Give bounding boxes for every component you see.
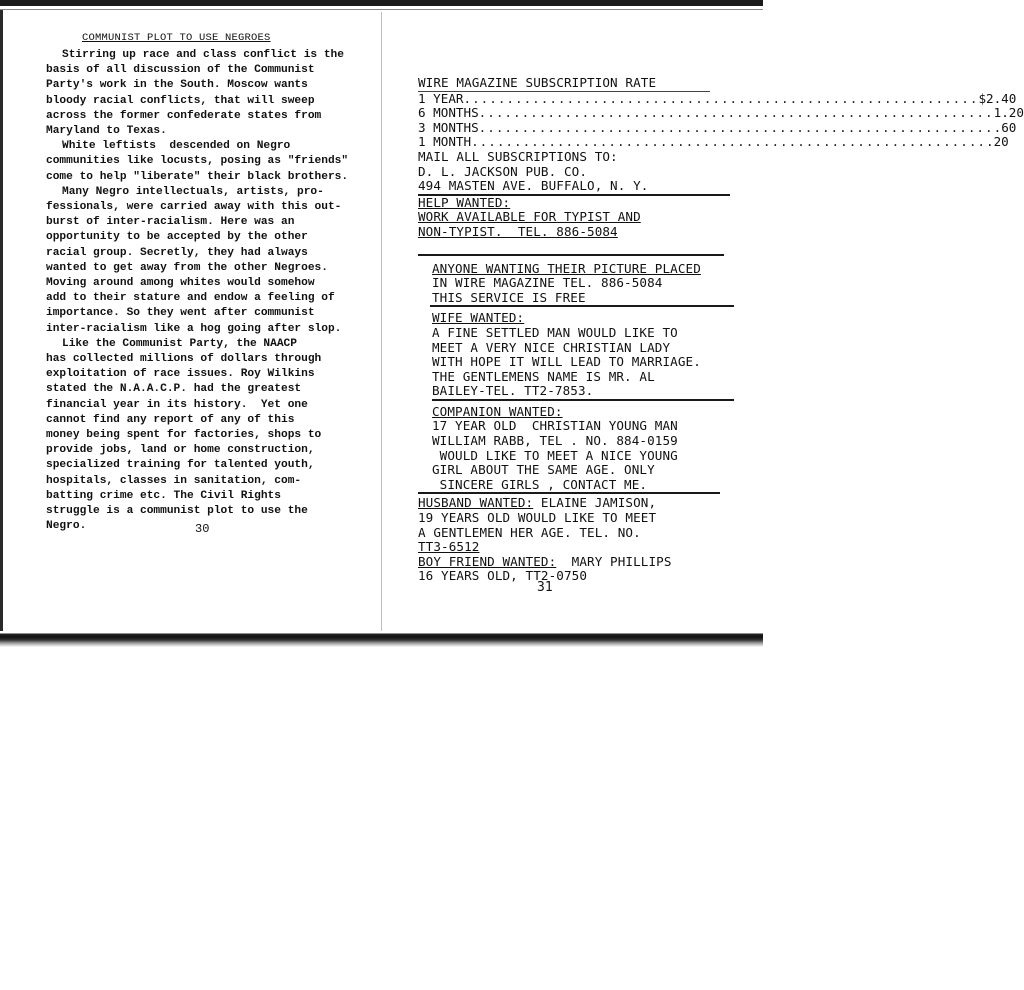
companion-wanted-line: WOULD LIKE TO MEET A NICE YOUNG [432, 447, 678, 463]
husband-wanted-line: A GENTLEMEN HER AGE. TEL. NO. [418, 524, 641, 540]
article-line: Maryland to Texas. [46, 125, 167, 138]
article-line: fessionals, were carried away with this out- [46, 201, 342, 214]
wife-wanted-line: A FINE SETTLED MAN WOULD LIKE TO [432, 324, 678, 340]
wife-wanted-line: MEET A VERY NICE CHRISTIAN LADY [432, 339, 671, 355]
article-line: across the former confederate states from [46, 109, 322, 122]
article-line: Like the Communist Party, the NAACP [62, 337, 297, 350]
article-body [40, 48, 385, 535]
help-wanted-line: NON-TYPIST. TEL. 886-5084 [418, 223, 618, 239]
help-wanted-line: WORK AVAILABLE FOR TYPIST AND [418, 209, 641, 225]
rate-term: 6 MONTHS [418, 105, 479, 121]
article-line: importance. So they went after communist [46, 307, 315, 320]
article-line: come to help "liberate" their black brothers. [46, 170, 349, 183]
subscription-section [418, 75, 1024, 194]
rate-row [418, 119, 1017, 136]
article-line: White leftists descended on Negro [62, 140, 291, 153]
help-wanted-section [418, 196, 763, 240]
mail-to-line: MAIL ALL SUBSCRIPTIONS TO: [418, 148, 618, 164]
picture-ad-line: ANYONE WANTING THEIR PICTURE PLACED [432, 260, 701, 276]
article-line: cannot find any report of any of this [46, 413, 295, 426]
rate-term: 3 MONTHS [418, 119, 479, 135]
rate-price: $2.40 [978, 90, 1017, 106]
article-line: burst of inter-racialism. Here was an [46, 216, 295, 229]
article-line: racial group. Secretly, they had always [46, 246, 308, 259]
companion-wanted-line: GIRL ABOUT THE SAME AGE. ONLY [432, 462, 655, 478]
top-border-shadow [0, 9, 763, 10]
article-line: Stirring up race and class conflict is the [62, 49, 344, 61]
rate-term: 1 MONTH [418, 134, 472, 150]
article-line: stated the N.A.A.C.P. had the greatest [46, 383, 302, 396]
article-line: basis of all discussion of the Communist [46, 64, 315, 77]
companion-wanted-line: 17 YEAR OLD CHRISTIAN YOUNG MAN [432, 418, 678, 434]
article-line: specialized training for talented youth, [46, 459, 315, 472]
boy-friend-wanted-line: 16 YEARS OLD, TT2-0750 [418, 568, 588, 584]
article-line: money being spent for factories, shops to [46, 429, 322, 442]
boy-friend-wanted-name: MARY PHILLIPS [556, 553, 672, 569]
article-line: Moving around among whites would somehow [46, 277, 315, 290]
article-line: provide jobs, land or home construction, [46, 444, 315, 457]
boy-friend-wanted-section [418, 555, 763, 584]
section-divider [418, 492, 720, 494]
companion-wanted-section [432, 405, 763, 493]
publisher-line: D. L. JACKSON PUB. CO. [418, 163, 588, 179]
section-divider [418, 254, 724, 256]
rate-row [418, 90, 1017, 107]
wife-wanted-line: BAILEY-TEL. TT2-7853. [432, 383, 594, 399]
rate-row [418, 134, 1009, 150]
section-divider [430, 305, 734, 307]
wife-wanted-section [432, 311, 763, 399]
wife-wanted-line: WITH HOPE IT WILL LEAD TO MARRIAGE. [432, 354, 701, 370]
article-line: communities like locusts, posing as "friends" [46, 155, 349, 168]
husband-wanted-section [418, 496, 763, 554]
husband-wanted-heading: HUSBAND WANTED: [418, 495, 534, 511]
article-line: Negro. [46, 520, 87, 533]
article-line: struggle is a communist plot to use the [46, 505, 308, 518]
article-line: wanted to get away from the other Negroes. [46, 261, 328, 274]
companion-wanted-line: WILLIAM RABB, TEL . NO. 884-0159 [432, 433, 678, 449]
left-page-edge [0, 10, 3, 638]
rate-price: .20 [986, 134, 1009, 150]
section-divider [432, 399, 734, 401]
wife-wanted-heading: WIFE WANTED: [432, 310, 525, 326]
companion-wanted-line: SINCERE GIRLS , CONTACT ME. [432, 476, 648, 492]
husband-wanted-name: ELAINE JAMISON, [533, 495, 657, 511]
article-line: Many Negro intellectuals, artists, pro- [62, 185, 324, 198]
rate-row [418, 105, 1024, 121]
article-line: hospitals, classes in sanitation, com- [46, 474, 302, 487]
help-wanted-heading: HELP WANTED: [418, 194, 511, 210]
rate-term: 1 YEAR [418, 90, 464, 106]
companion-wanted-heading: COMPANION WANTED: [432, 403, 563, 419]
picture-ad-section [418, 262, 763, 306]
top-border [0, 0, 763, 6]
boy-friend-wanted-heading: BOY FRIEND WANTED: [418, 553, 557, 569]
subscription-heading: WIRE MAGAZINE SUBSCRIPTION RATE [418, 75, 657, 90]
picture-ad-line: THIS SERVICE IS FREE [432, 289, 586, 305]
dot-leader: ............................................................ [463, 90, 979, 106]
article-line: bloody racial conflicts, that will sweep [46, 94, 315, 107]
article-line: has collected millions of dollars through [46, 353, 322, 366]
address-line: 494 MASTEN AVE. BUFFALO, N. Y. [418, 178, 649, 194]
right-page [418, 75, 1024, 584]
article-line: add to their stature and endow a feeling of [46, 292, 335, 305]
article-line: financial year in its history. Yet one [46, 398, 308, 411]
article-title: COMMUNIST PLOT TO USE NEGROES [82, 32, 271, 44]
wife-wanted-line: THE GENTLEMENS NAME IS MR. AL [432, 368, 655, 384]
article-line: opportunity to be accepted by the other [46, 231, 308, 244]
rate-list [418, 90, 1024, 150]
page-number-right: 31 [537, 580, 553, 595]
dot-leader: ............................................................ [478, 119, 994, 135]
article-line: inter-racialism like a hog going after slop. [46, 322, 342, 335]
rate-price: .60 [993, 119, 1017, 135]
husband-wanted-line: TT3-6512 [418, 539, 480, 555]
picture-ad-line: IN WIRE MAGAZINE TEL. 886-5084 [432, 275, 663, 291]
rate-price: 1.20 [993, 105, 1024, 121]
page-number-left: 30 [195, 522, 210, 536]
article-line: Party's work in the South. Moscow wants [46, 79, 308, 92]
left-page [40, 32, 385, 535]
article-line: exploitation of race issues. Roy Wilkins [46, 368, 315, 381]
husband-wanted-line: 19 YEARS OLD WOULD LIKE TO MEET [418, 510, 657, 526]
dot-leader: ............................................................ [471, 134, 987, 150]
dot-leader: ............................................................ [478, 105, 994, 121]
article-line: batting crime etc. The Civil Rights [46, 489, 281, 502]
bottom-page-edge [0, 631, 763, 647]
